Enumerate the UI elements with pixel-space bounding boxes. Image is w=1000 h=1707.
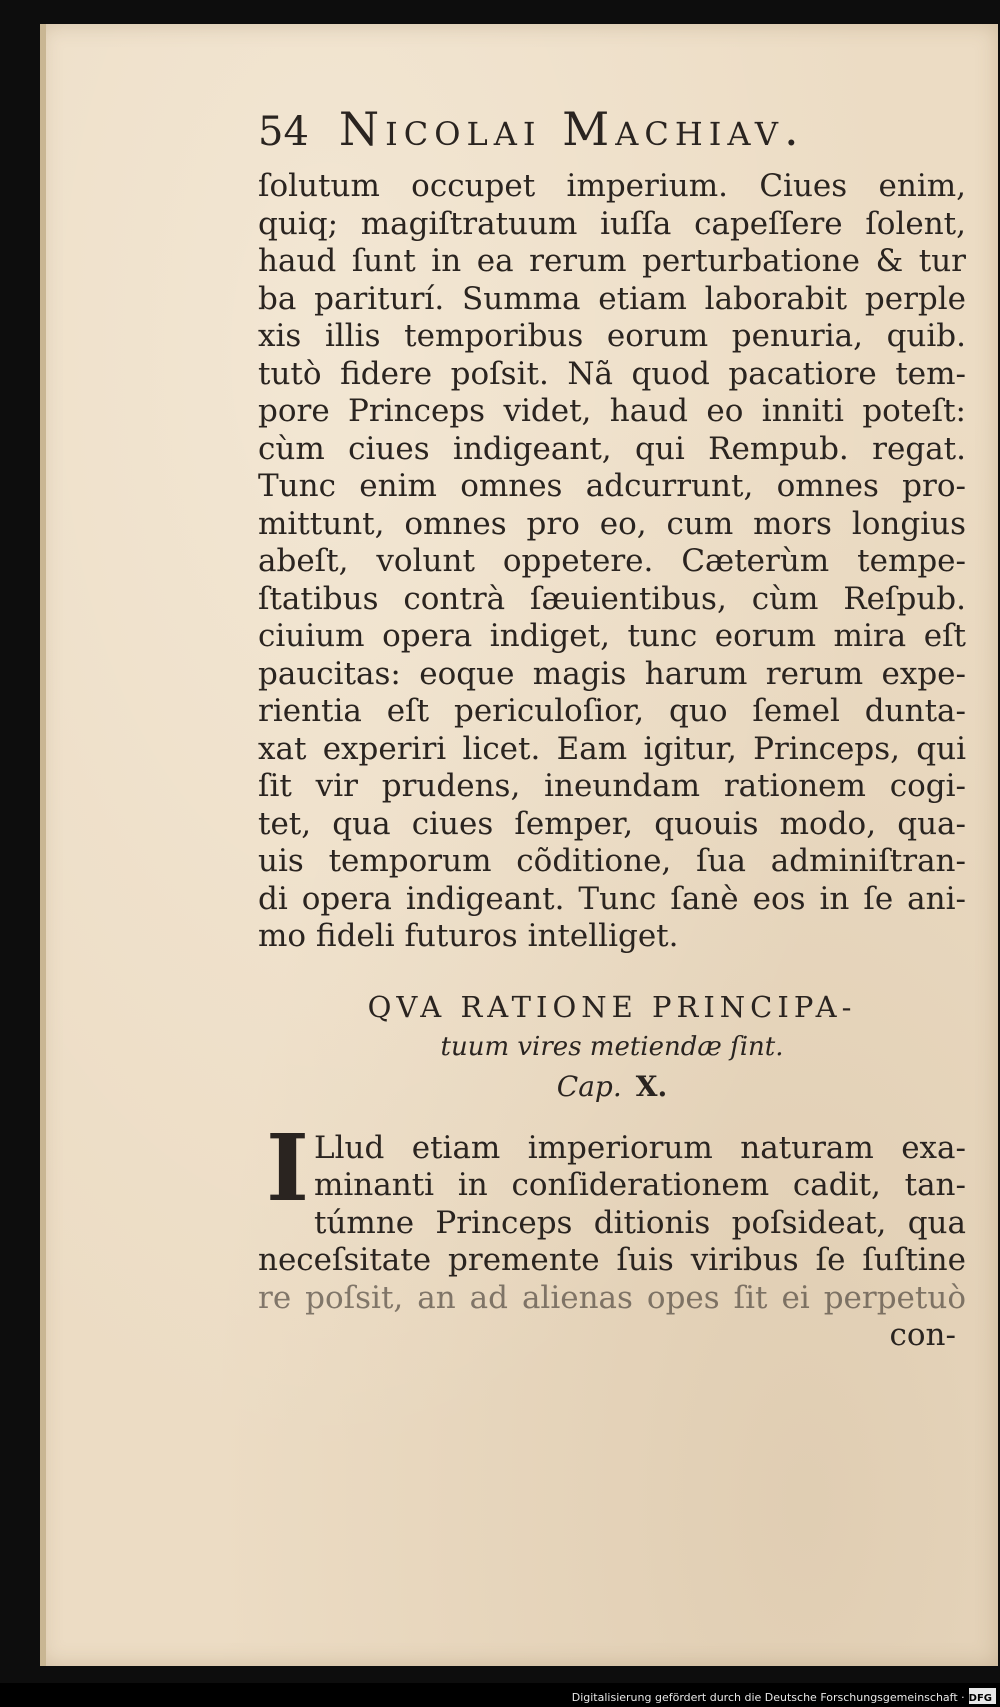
- paragraph-1: [258, 168, 966, 956]
- text-line: mo fideli futuros intelliget.: [258, 918, 679, 954]
- chapter-subheading: tuum vires metiendæ ſint.: [440, 1031, 784, 1062]
- page-text-block: [258, 102, 966, 1355]
- chapter-heading: QVA RATIONE PRINCIPA-: [367, 989, 857, 1024]
- chapter-label: Cap.: [556, 1069, 622, 1103]
- text-line: uis temporum cõditione, ſua adminiſtran-: [258, 843, 966, 879]
- running-title: Nicolai Machiav.: [338, 102, 805, 156]
- text-line: neceſsitate premente ſuis viribus ſe ſuſtine: [258, 1242, 966, 1278]
- text-line: rientia eſt periculoſior, quo ſemel dunta-: [258, 693, 966, 729]
- chapter-roman-numeral: X.: [635, 1069, 668, 1103]
- text-line: ſtatibus contrà ſæuientibus, cùm Reſpub.: [258, 580, 966, 617]
- text-line: xat experiri licet. Eam igitur, Princeps, qui: [258, 730, 966, 767]
- text-line: minanti in conſiderationem cadit, tan-: [314, 1167, 966, 1203]
- paragraph-2: [258, 1113, 966, 1318]
- catchword: con-: [889, 1317, 956, 1353]
- dfg-logo: DFG: [969, 1688, 996, 1704]
- running-head: [258, 102, 966, 168]
- text-line: xis illis temporibus eorum penuria, quib.: [258, 318, 966, 354]
- digitization-footer: [0, 1683, 1000, 1707]
- paragraph-2-lines: [258, 1113, 966, 1318]
- text-line: Llud etiam imperiorum naturam exa-: [314, 1129, 966, 1166]
- footer-credit: Digitalisierung gefördert durch die Deutsche Forschungsgemeinschaft ·: [571, 1691, 965, 1704]
- text-line: haud ſunt in ea rerum perturbatione & tur: [258, 243, 966, 279]
- text-line: ciuium opera indiget, tunc eorum mira eſt: [258, 618, 966, 654]
- text-line: ba pariturí. Summa etiam laborabit perple: [258, 280, 966, 317]
- chapter-number: [258, 1070, 966, 1116]
- text-line: mittunt, omnes pro eo, cum mors longius: [258, 505, 966, 542]
- text-line: túmne Princeps ditionis poſsideat, qua: [314, 1204, 966, 1241]
- text-line: tutò fidere poſsit. Nã quod pacatiore tem-: [258, 355, 966, 392]
- text-line: re poſsit, an ad alienas opes ſit ei perpetuò: [258, 1279, 966, 1316]
- text-line: di opera indigeant. Tunc ſanè eos in ſe ani-: [258, 880, 966, 917]
- page-gutter-edge: [40, 24, 46, 1666]
- text-line: ſolutum occupet imperium. Ciues enim,: [258, 168, 966, 204]
- text-line: paucitas: eoque magis harum rerum expe-: [258, 655, 966, 692]
- text-line: cùm ciues indigeant, qui Rempub. regat.: [258, 430, 966, 467]
- text-line: ſit vir prudens, ineundam rationem cogi-: [258, 768, 966, 804]
- text-line: quiq; magiſtratuum iuſſa capeſſere ſolent,: [258, 205, 966, 242]
- text-line: pore Princeps videt, haud eo inniti poteſt:: [258, 393, 966, 429]
- drop-initial: I: [266, 1113, 310, 1222]
- text-line: Tunc enim omnes adcurrunt, omnes pro-: [258, 468, 966, 504]
- text-line: abeſt, volunt oppetere. Cæterùm tempe-: [258, 543, 966, 579]
- page-number: 54: [258, 109, 309, 155]
- text-line: tet, qua ciues ſemper, quouis modo, qua-: [258, 805, 966, 842]
